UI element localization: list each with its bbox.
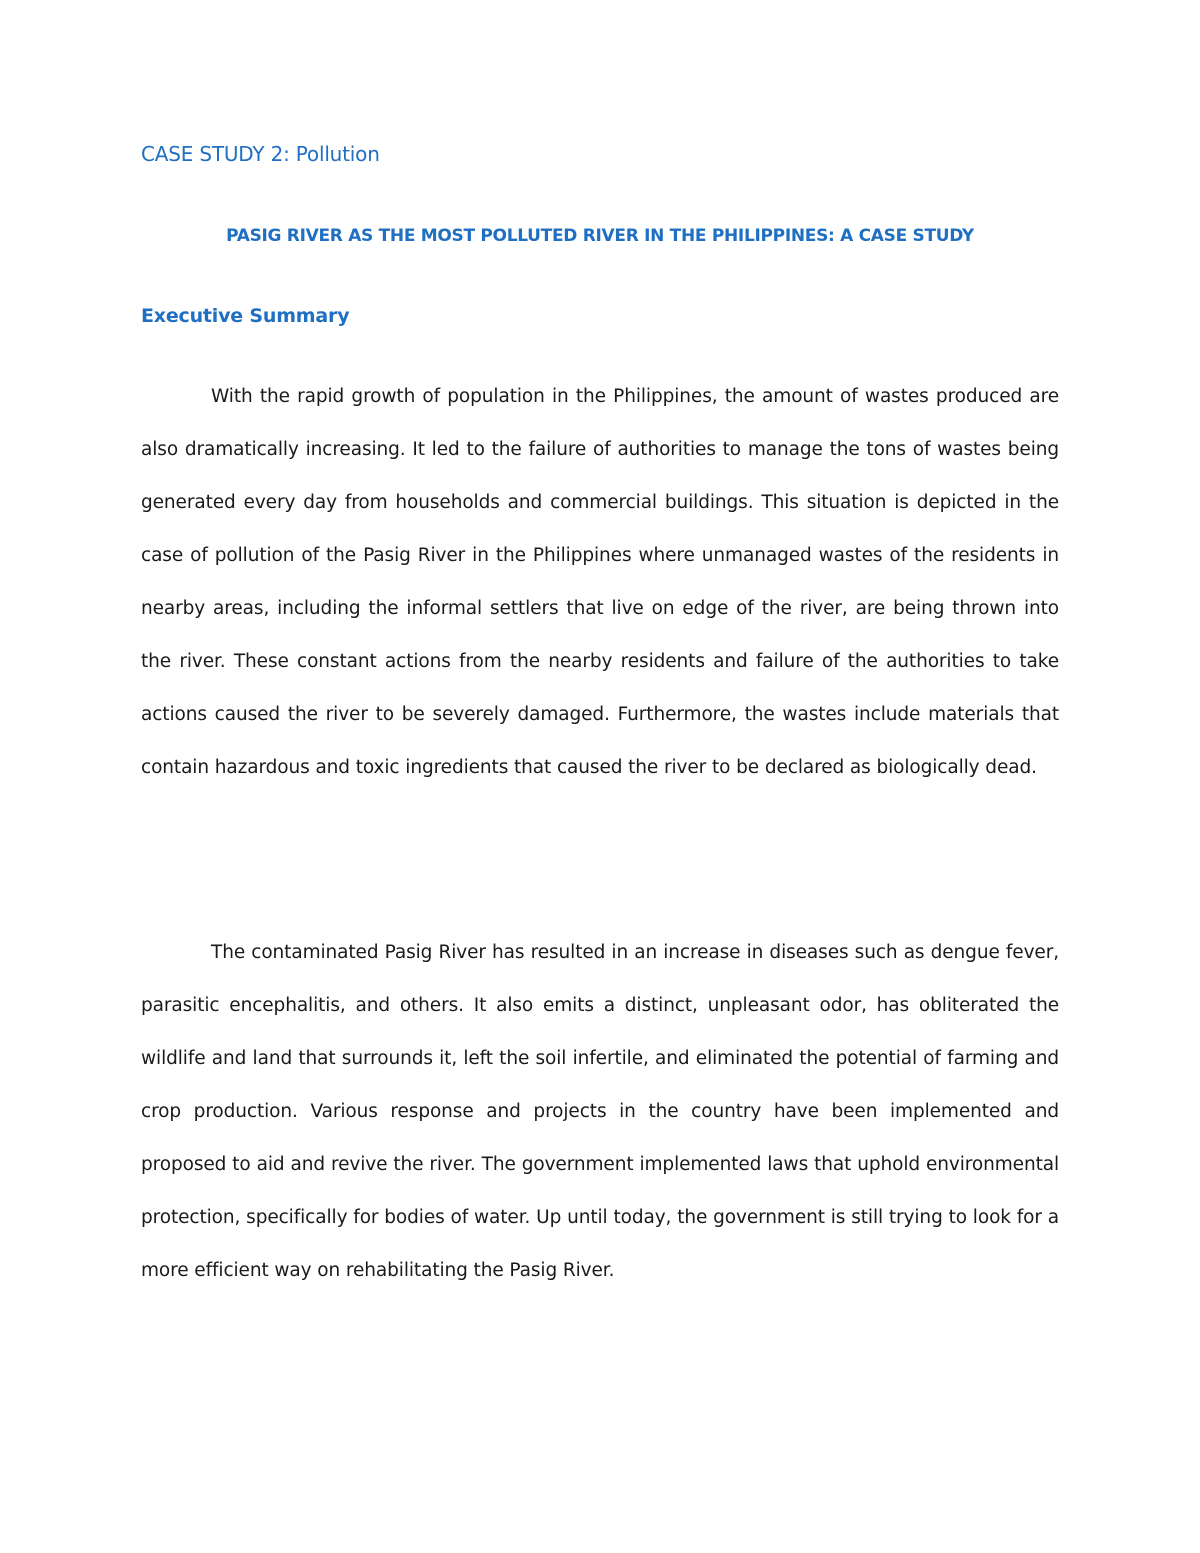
document-title: PASIG RIVER AS THE MOST POLLUTED RIVER IN THE PHILIPPINES: A CASE STUDY xyxy=(226,226,974,246)
section-heading-executive-summary: Executive Summary xyxy=(141,305,350,327)
body-paragraph: With the rapid growth of population in the Philippines, the amount of wastes produced are also dramatically increasing. It led to the failure of authorities to manage the tons of wastes being generated every day from households and commercial buildings. This situation is depicted in the case of pollution of the Pasig River in the Philippines where unmanaged wastes of the residents in nearby areas, including the informal settlers that live on edge of the river, are being thrown into the river. These constant actions from the nearby residents and failure of the authorities to take actions caused the river to be severely damaged. Furthermore, the wastes include materials that contain hazardous and toxic ingredients that caused the river to be declared as biologically dead. xyxy=(141,386,1059,778)
case-study-label: CASE STUDY 2: Pollution xyxy=(141,142,380,166)
body-paragraph: The contaminated Pasig River has resulted in an increase in diseases such as dengue fever, parasitic encephalitis, and others. It also emits a distinct, unpleasant odor, has obliterated the wildlife and land that surrounds it, left the soil infertile, and eliminated the potential of farming and crop production. Various response and projects in the country have been implemented and proposed to aid and revive the river. The government implemented laws that uphold environmental protection, specifically for bodies of water. Up until today, the government is still trying to look for a more efficient way on rehabilitating the Pasig River. xyxy=(141,942,1059,1281)
